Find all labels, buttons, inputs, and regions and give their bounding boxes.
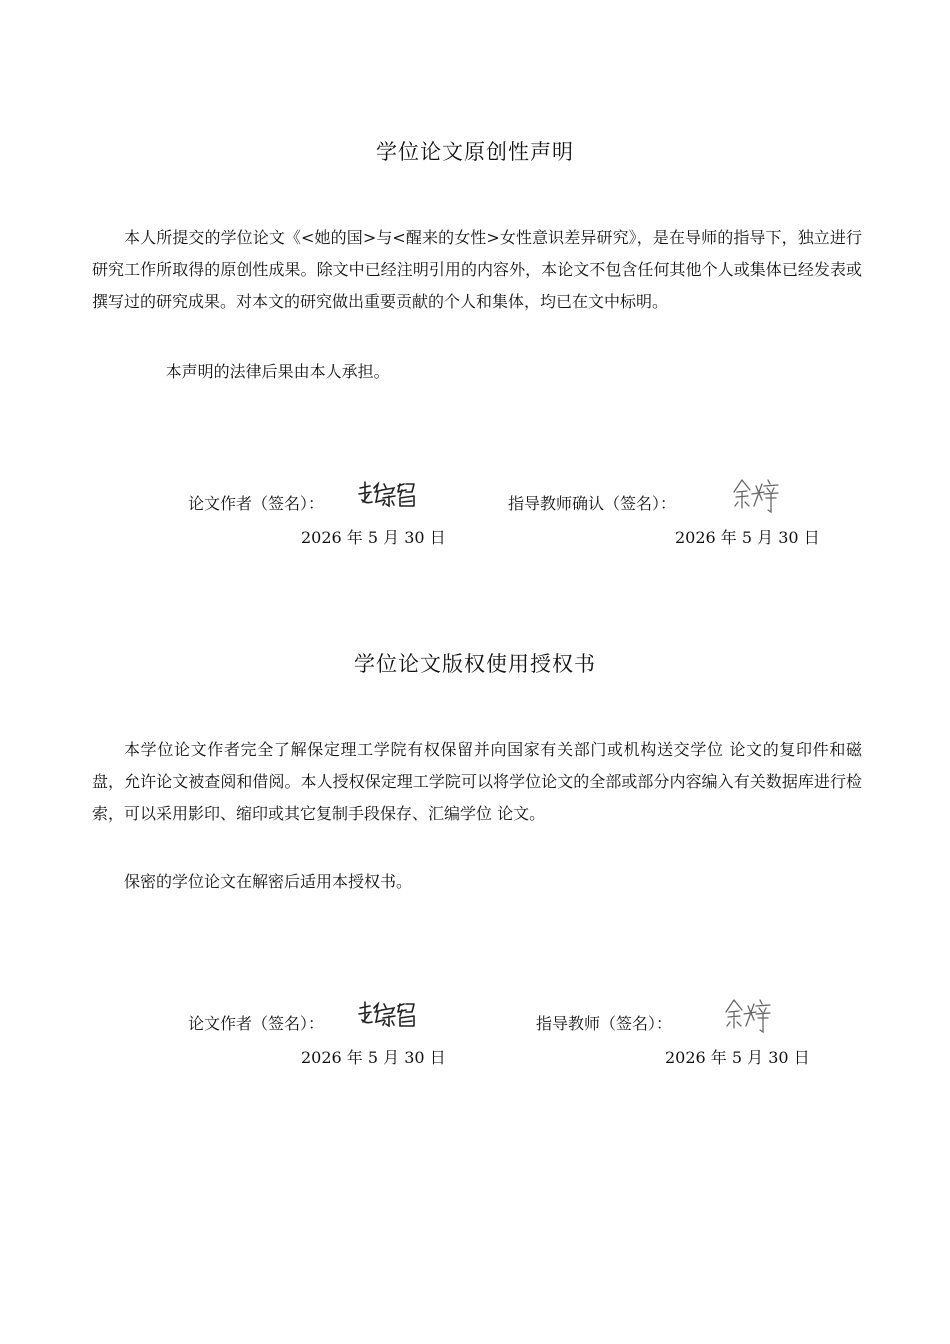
authorization-author-date: 2026 年 5 月 30 日 <box>301 1048 446 1067</box>
authorization-advisor-signature <box>724 996 776 1036</box>
declaration-advisor-date: 2026 年 5 月 30 日 <box>675 528 820 547</box>
authorization-paragraph-1: 本学位论文作者完全了解保定理工学院有权保留并向国家有关部门或机构送交学位 论文的复印件和磁盘，允许论文被查阅和借阅。本人授权保定理工学院可以将学位论文的全部或部分内容编入有关数据库进行检索，可以采用影印、缩印或其它复制手段保存、汇编学位 论文。 <box>92 740 862 823</box>
authorization-advisor-label: 指导教师（签名）： <box>536 1014 673 1033</box>
declaration-advisor-signature <box>732 476 784 516</box>
declaration-paragraph-2: 本声明的法律后果由本人承担。 <box>165 362 390 381</box>
declaration-author-label: 论文作者（签名）： <box>188 494 325 513</box>
declaration-author-signature <box>356 478 420 512</box>
authorization-paragraph-2: 保密的学位论文在解密后适用本授权书。 <box>124 872 413 891</box>
authorization-advisor-date: 2026 年 5 月 30 日 <box>665 1048 810 1067</box>
declaration-author-date: 2026 年 5 月 30 日 <box>301 528 446 547</box>
declaration-advisor-label: 指导教师确认（签名）： <box>508 494 677 513</box>
authorization-title: 学位论文版权使用授权书 <box>354 652 596 676</box>
authorization-author-label: 论文作者（签名）： <box>188 1014 325 1033</box>
authorization-author-signature <box>356 998 420 1032</box>
declaration-paragraph-1: 本人所提交的学位论文《<她的国>与<醒来的女性>女性意识差异研究》，是在导师的指导下，独立进行研究工作所取得的原创性成果。除文中已经注明引用的内容外，本论文不包含任何其他个人或集体已经发表或撰写过的研究成果。对本文的研究做出重要贡献的个人和集体，均已在文中标明。 <box>92 228 862 311</box>
declaration-title: 学位论文原创性声明 <box>376 140 574 164</box>
